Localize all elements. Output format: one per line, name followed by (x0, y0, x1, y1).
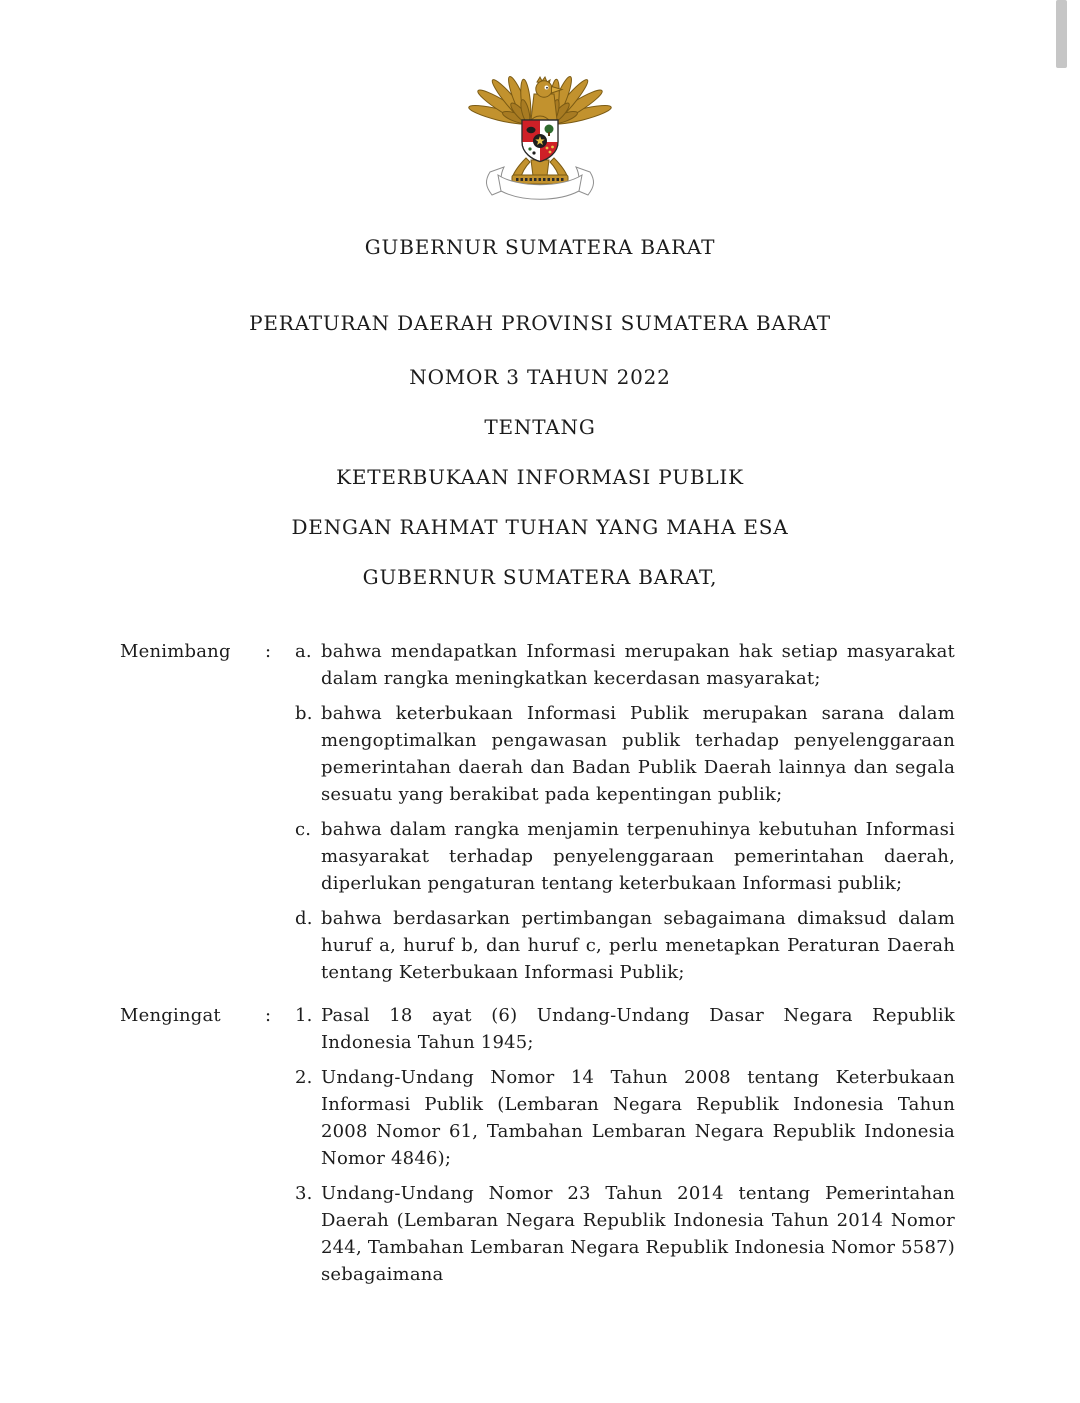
about-label: TENTANG (484, 415, 596, 439)
item-marker: b. (295, 703, 313, 724)
considering-item-c (295, 816, 955, 897)
item-text: Undang-Undang Nomor 14 Tahun 2008 tentang Keterbukaan Informasi Publik (Lembaran Negara Republik Indonesia Tahun 2008 Nomor 61, Tambahan Lembaran Negara Republik Indonesia Nomor 4846); (321, 1067, 955, 1169)
considering-item-d (295, 905, 955, 986)
item-marker: d. (295, 908, 313, 929)
legal-basis-item-1 (295, 1002, 955, 1056)
item-text: bahwa dalam rangka menjamin terpenuhinya kebutuhan Informasi masyarakat terhadap penyelenggaraan pemerintahan daerah, diperlukan pengaturan tentang keterbukaan Informasi publik; (321, 819, 955, 894)
legal-basis-item-3 (295, 1180, 955, 1288)
legal-basis-colon: : (265, 1005, 272, 1026)
legal-basis-items (295, 1002, 955, 1288)
document-number: NOMOR 3 TAHUN 2022 (409, 365, 671, 389)
item-marker: 2. (295, 1067, 313, 1088)
item-marker: c. (295, 819, 312, 840)
item-marker: a. (295, 641, 312, 662)
considering-section (120, 638, 955, 986)
legal-basis-label: Mengingat (120, 1005, 221, 1026)
invocation-line: DENGAN RAHMAT TUHAN YANG MAHA ESA (291, 515, 789, 539)
item-text: Undang-Undang Nomor 23 Tahun 2014 tentang Pemerintahan Daerah (Lembaran Negara Republik Indonesia Tahun 2014 Nomor 244, Tambahan Lembaran Negara Republik Indonesia Nomor 5587) sebagaimana (321, 1183, 955, 1285)
considering-colon: : (265, 641, 272, 662)
legal-basis-item-2 (295, 1064, 955, 1172)
item-text: bahwa mendapatkan Informasi merupakan hak setiap masyarakat dalam rangka meningkatkan kecerdasan masyarakat; (321, 641, 955, 689)
institution-title: GUBERNUR SUMATERA BARAT (364, 235, 716, 259)
considering-label: Menimbang (120, 641, 231, 662)
legal-basis-section (120, 1002, 955, 1288)
item-text: Pasal 18 ayat (6) Undang-Undang Dasar Negara Republik Indonesia Tahun 1945; (321, 1005, 955, 1053)
pancasila-shield (522, 120, 558, 162)
preamble-content (120, 638, 955, 1288)
scrollbar-thumb[interactable] (1056, 0, 1067, 68)
item-marker: 1. (295, 1005, 313, 1026)
signatory-line: GUBERNUR SUMATERA BARAT, (362, 565, 718, 589)
item-marker: 3. (295, 1183, 313, 1204)
considering-item-b (295, 700, 955, 808)
document-title: PERATURAN DAERAH PROVINSI SUMATERA BARAT (249, 311, 831, 335)
considering-item-a (295, 638, 955, 692)
item-text: bahwa berdasarkan pertimbangan sebagaimana dimaksud dalam huruf a, huruf b, dan huruf c, perlu menetapkan Peraturan Daerah tentang Keterbukaan Informasi Publik; (321, 908, 955, 983)
document-subject: KETERBUKAAN INFORMASI PUBLIK (336, 465, 744, 489)
item-text: bahwa keterbukaan Informasi Publik merupakan sarana dalam mengoptimalkan pengawasan publik terhadap penyelenggaraan pemerintahan daerah dan Badan Publik Daerah lainnya dan segala sesuatu yang berakibat pada kepentingan publik; (321, 703, 955, 805)
considering-items (295, 638, 955, 986)
garuda-pancasila-emblem (468, 74, 612, 206)
